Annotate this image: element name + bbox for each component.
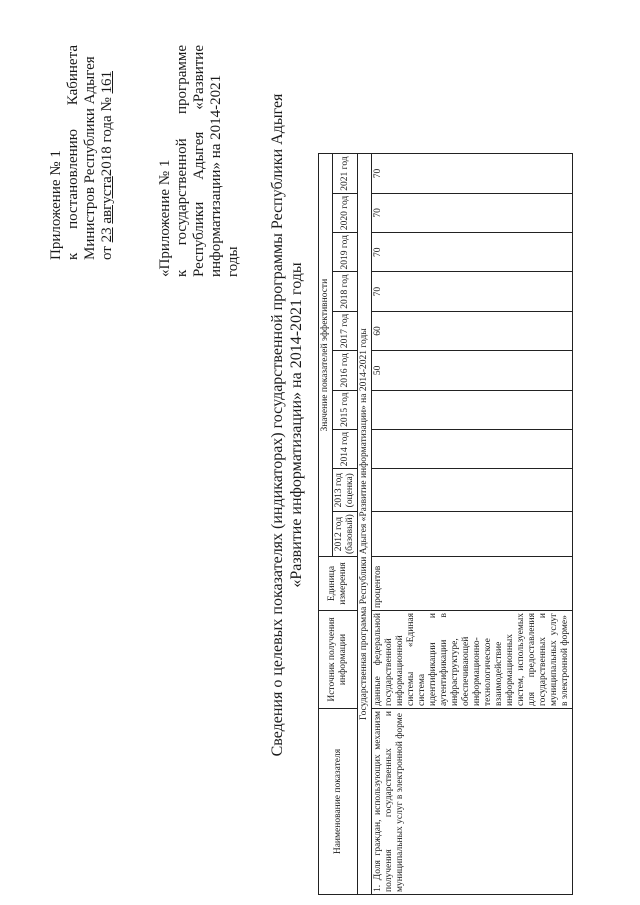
program-row-text: Государственная программа Республики Адыгея «Развитие информатизации» на 2014-2021 годы xyxy=(358,154,372,895)
program-word: программе xyxy=(174,45,190,114)
header-year: 2018 год xyxy=(333,272,358,311)
appendix-title: Приложение № 1 xyxy=(48,150,64,260)
decree-date-line xyxy=(99,45,116,260)
program-state: государственной xyxy=(174,138,190,246)
header-year: 2019 год xyxy=(333,233,358,272)
document-title xyxy=(268,75,306,775)
program-appendix-header xyxy=(157,45,242,277)
development-word: «Развитие xyxy=(191,45,207,110)
appendix-header xyxy=(48,45,116,260)
program-line xyxy=(174,45,191,277)
header-unit: Единица измерения xyxy=(319,557,358,611)
header-year: 2014 год xyxy=(333,429,358,468)
value-cell: 70 xyxy=(372,272,573,311)
value-cell: 70 xyxy=(372,154,573,193)
header-values-group: Значение показателей эффективности xyxy=(319,154,333,557)
value-cell xyxy=(372,469,573,512)
indicator-source: данные федеральной государственной информационной системы «Единая система идентификации и аутентификации в инфраструктуре, обеспечивающей информационно-технологическое взаимодействие информационных систем, используемых для предоставления государственных и муниципальных услуг в электронной форме» xyxy=(372,611,573,709)
header-year: 2021 год xyxy=(333,154,358,193)
decree-word: постановлению xyxy=(65,129,81,229)
value-cell xyxy=(372,390,573,429)
header-year: 2013 год (оценка) xyxy=(333,469,358,512)
value-cell: 70 xyxy=(372,193,573,232)
table-row xyxy=(372,154,573,895)
value-cell: 50 xyxy=(372,351,573,390)
value-cell xyxy=(372,512,573,557)
header-name: Наименование показателя xyxy=(319,709,358,895)
header-year: 2012 год (базовый) xyxy=(333,512,358,557)
date-day: 23 xyxy=(99,227,115,243)
informatization-line: информатизации» на 2014-2021 xyxy=(208,74,224,277)
years-line: годы xyxy=(225,246,241,277)
decree-k: к xyxy=(65,252,81,260)
title-line-2: «Развитие информатизации» на 2014-2021 годы xyxy=(288,262,305,588)
value-cell xyxy=(372,429,573,468)
value-cell: 70 xyxy=(372,233,573,272)
program-k: к xyxy=(174,269,190,277)
header-year: 2015 год xyxy=(333,390,358,429)
program-row xyxy=(358,154,372,895)
header-row-1 xyxy=(319,154,333,895)
republic-line xyxy=(191,45,208,277)
republic-word: Республики xyxy=(191,201,207,277)
header-year: 2017 год xyxy=(333,311,358,350)
date-prefix: от xyxy=(99,246,115,260)
indicators-table xyxy=(318,153,573,895)
header-year: 2016 год xyxy=(333,351,358,390)
ministers-line: Министров Республики Адыгея xyxy=(82,56,98,260)
program-appendix-title: «Приложение № 1 xyxy=(157,159,173,277)
header-source: Источник получения информации xyxy=(319,611,358,709)
decree-number: 161 xyxy=(99,70,115,94)
indicator-unit: процентов xyxy=(372,557,573,611)
title-line-1: Сведения о целевых показателях (индикаторах) государственной программы Республики Адыгея xyxy=(269,93,286,757)
decree-line xyxy=(65,45,82,260)
decree-cabinet: Кабинета xyxy=(65,45,81,106)
adygea-word: Адыгея xyxy=(191,131,207,180)
indicator-name: 1. Доля граждан, использующих механизм получения государственных и муниципальных услуг в электронной форме xyxy=(372,709,573,895)
date-month: августа xyxy=(99,176,115,224)
date-year: 2018 года № xyxy=(99,97,115,177)
header-year: 2020 год xyxy=(333,193,358,232)
value-cell: 60 xyxy=(372,311,573,350)
